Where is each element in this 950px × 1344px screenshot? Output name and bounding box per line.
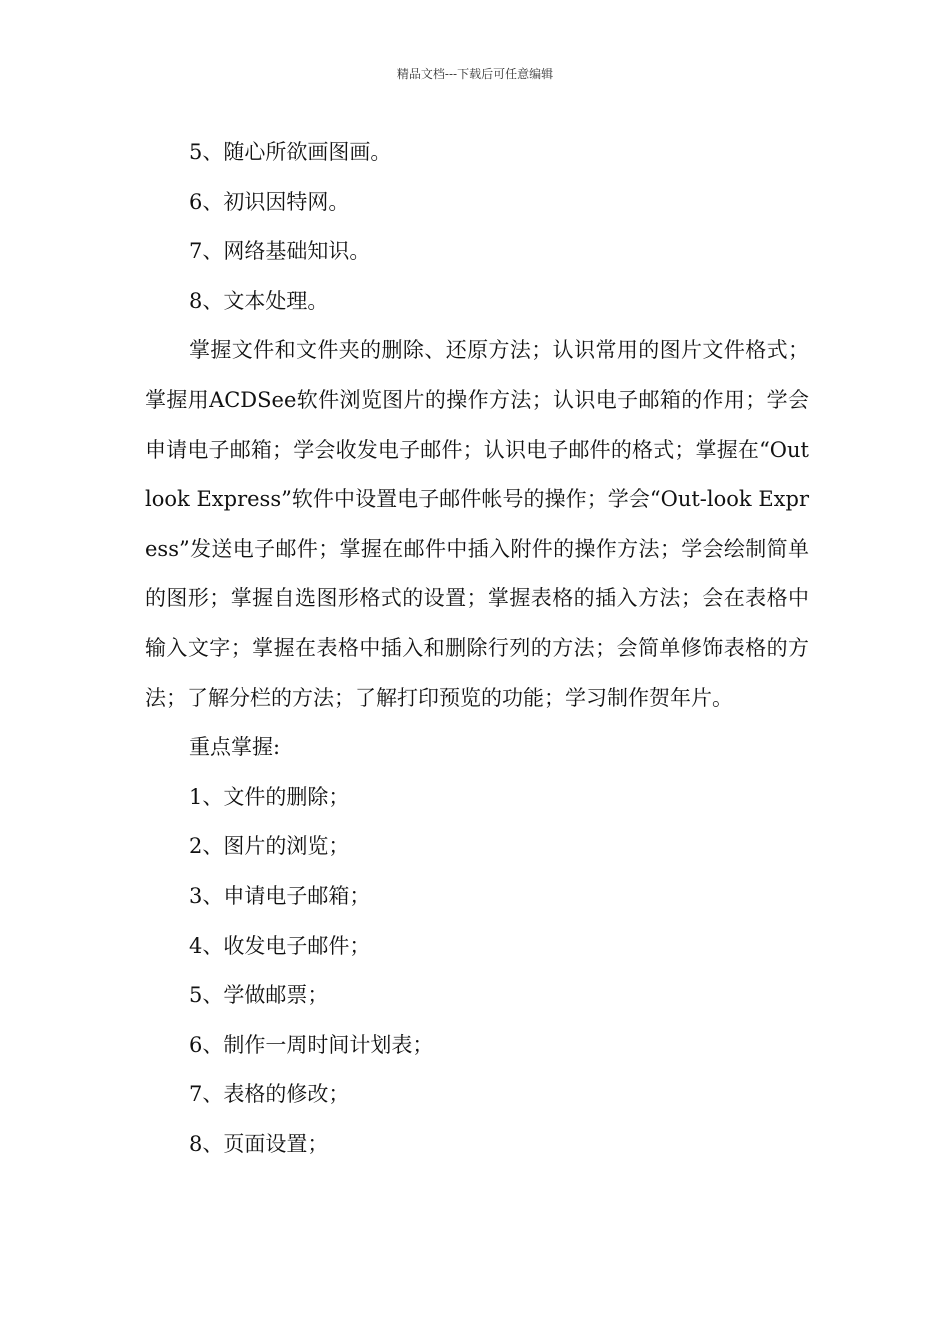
list-item: 3、申请电子邮箱；: [189, 883, 371, 908]
list-item: 5、随心所欲画图画。: [189, 140, 392, 164]
list-item: 1、文件的删除；: [189, 784, 350, 809]
list-item: 7、表格的修改；: [189, 1082, 350, 1107]
list-item: 6、制作一周时间计划表；: [189, 1032, 434, 1057]
document-body: [145, 128, 809, 1169]
section-heading: 重点掌握:: [189, 735, 281, 760]
page-header: 精品文档---下载后可任意编辑: [396, 67, 554, 81]
list-item: 2、图片的浏览；: [189, 834, 350, 859]
list-item: 8、页面设置；: [189, 1131, 329, 1156]
list-item: 6、初识因特网。: [189, 189, 350, 214]
list-item: 4、收发电子邮件；: [189, 933, 371, 958]
list-item: 7、网络基础知识。: [189, 239, 371, 264]
list-item: 8、文本处理。: [189, 288, 329, 313]
list-item: 5、学做邮票；: [189, 983, 329, 1008]
body-paragraph: 掌握文件和文件夹的删除、还原方法；认识常用的图片文件格式；掌握用ACDSee软件浏览图片的操作方法；认识电子邮箱的作用；学会申请电子邮箱；学会收发电子邮件；认识电子邮件的格式；掌握在“Outlook Express”软件中设置电子邮件帐号的操作；学会“Out-look Express”发送电子邮件；掌握在邮件中插入附件的操作方法；学会绘制简单的图形；掌握自选图形格式的设置；掌握表格的插入方法；会在表格中输入文字；掌握在表格中插入和删除行列的方法；会简单修饰表格的方法；了解分栏的方法；了解打印预览的功能；学习制作贺年片。: [145, 338, 809, 710]
